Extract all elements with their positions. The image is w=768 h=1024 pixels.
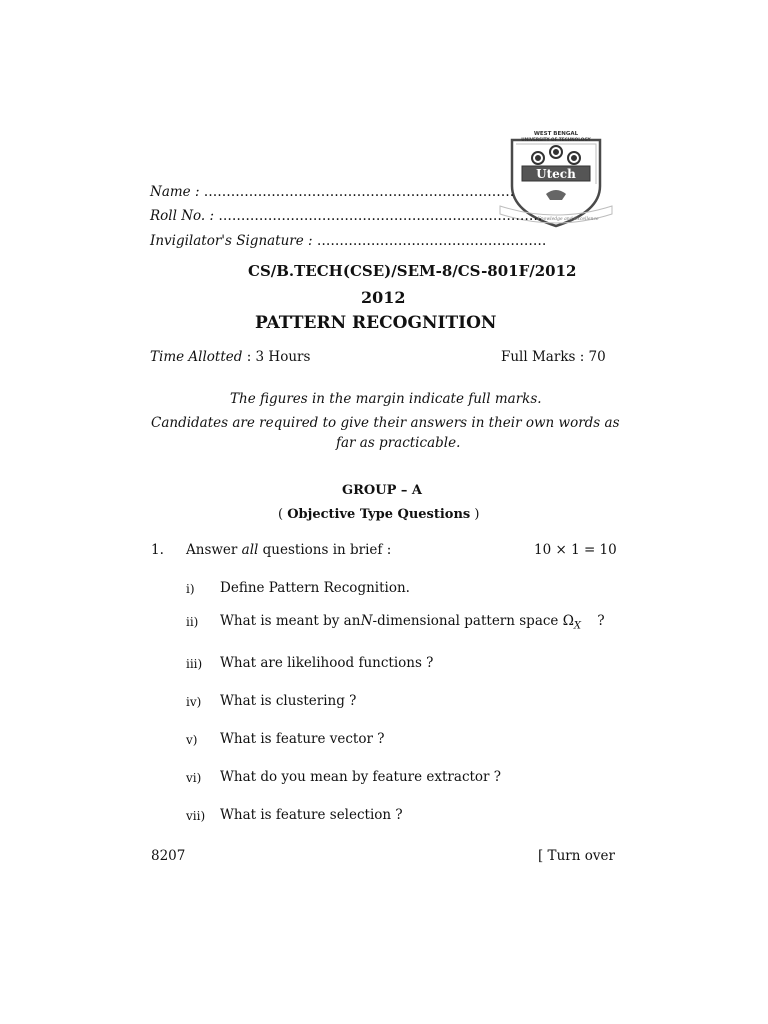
item-roman: i) xyxy=(186,582,195,596)
question-number: 1. xyxy=(151,542,164,558)
roll-dots: ……………………………………………………………… xyxy=(218,208,543,224)
item-roman: v) xyxy=(186,733,198,747)
paper-code: 8207 xyxy=(151,848,186,864)
instruction-line-3: far as practicable. xyxy=(336,435,461,451)
full-marks: Full Marks : 70 xyxy=(501,349,606,365)
item-text-pre: What is meant by an xyxy=(220,613,361,629)
invigilator-dots: …………………………………………… xyxy=(316,233,547,249)
invigilator-label: Invigilator's Signature : xyxy=(150,233,313,249)
item-roman: vi) xyxy=(186,771,202,785)
logo-sub-text: UNIVERSITY OF TECHNOLOGY xyxy=(521,137,591,142)
exam-code: CS/B.TECH(CSE)/SEM-8/CS-801F/2012 xyxy=(248,262,577,280)
time-value: : 3 Hours xyxy=(246,349,311,365)
item-text-end: ? xyxy=(597,613,605,629)
item-roman: iv) xyxy=(186,695,202,709)
time-allotted xyxy=(150,349,310,365)
name-dots: …………………………………………………………… xyxy=(203,184,515,200)
group-subtitle-text: Objective Type Questions xyxy=(287,507,471,522)
lead-b: questions in brief : xyxy=(262,542,392,558)
item-text: What is feature selection ? xyxy=(220,807,403,823)
item-roman: vii) xyxy=(186,809,206,823)
omega-symbol: Ω xyxy=(562,613,574,629)
question-lead xyxy=(186,542,391,558)
roll-label: Roll No. : xyxy=(150,208,215,224)
item-text: What is clustering ? xyxy=(220,693,357,709)
name-label: Name : xyxy=(150,184,200,200)
subject-title: PATTERN RECOGNITION xyxy=(255,313,497,333)
question-marks: 10 × 1 = 10 xyxy=(534,542,617,558)
roll-field xyxy=(150,208,542,224)
item-text-n: N xyxy=(360,613,373,629)
logo-top-text: WEST BENGAL xyxy=(533,131,579,137)
item-text: What do you mean by feature extractor ? xyxy=(220,769,502,785)
item-text: What is feature vector ? xyxy=(220,731,385,747)
omega-subscript: X xyxy=(573,620,582,632)
lead-a: Answer xyxy=(186,542,238,558)
logo-motto: Knowledge and Excellence xyxy=(537,217,599,222)
paren-close: ) xyxy=(474,507,480,522)
item-text-post: -dimensional pattern space xyxy=(372,613,559,629)
item-roman: ii) xyxy=(186,615,199,629)
paren-open: ( xyxy=(278,507,284,522)
gears-icon xyxy=(532,146,580,164)
turn-over: [ Turn over xyxy=(538,848,615,864)
item-text: What are likelihood functions ? xyxy=(220,655,434,671)
group-title: GROUP – A xyxy=(342,483,422,498)
logo-banner-text: Utech xyxy=(536,167,576,181)
item-text: Define Pattern Recognition. xyxy=(220,580,410,596)
lamp-icon xyxy=(546,190,566,200)
exam-year: 2012 xyxy=(361,288,406,307)
name-field xyxy=(150,184,514,200)
instruction-line-1: The figures in the margin indicate full marks. xyxy=(230,391,542,407)
time-label: Time Allotted xyxy=(150,349,243,365)
group-subtitle xyxy=(278,507,479,522)
invigilator-field xyxy=(150,233,546,249)
item-roman: iii) xyxy=(186,657,203,671)
instruction-line-2: Candidates are required to give their answers in their own words as xyxy=(151,415,620,431)
item-text xyxy=(220,613,605,632)
lead-all: all xyxy=(241,542,259,558)
